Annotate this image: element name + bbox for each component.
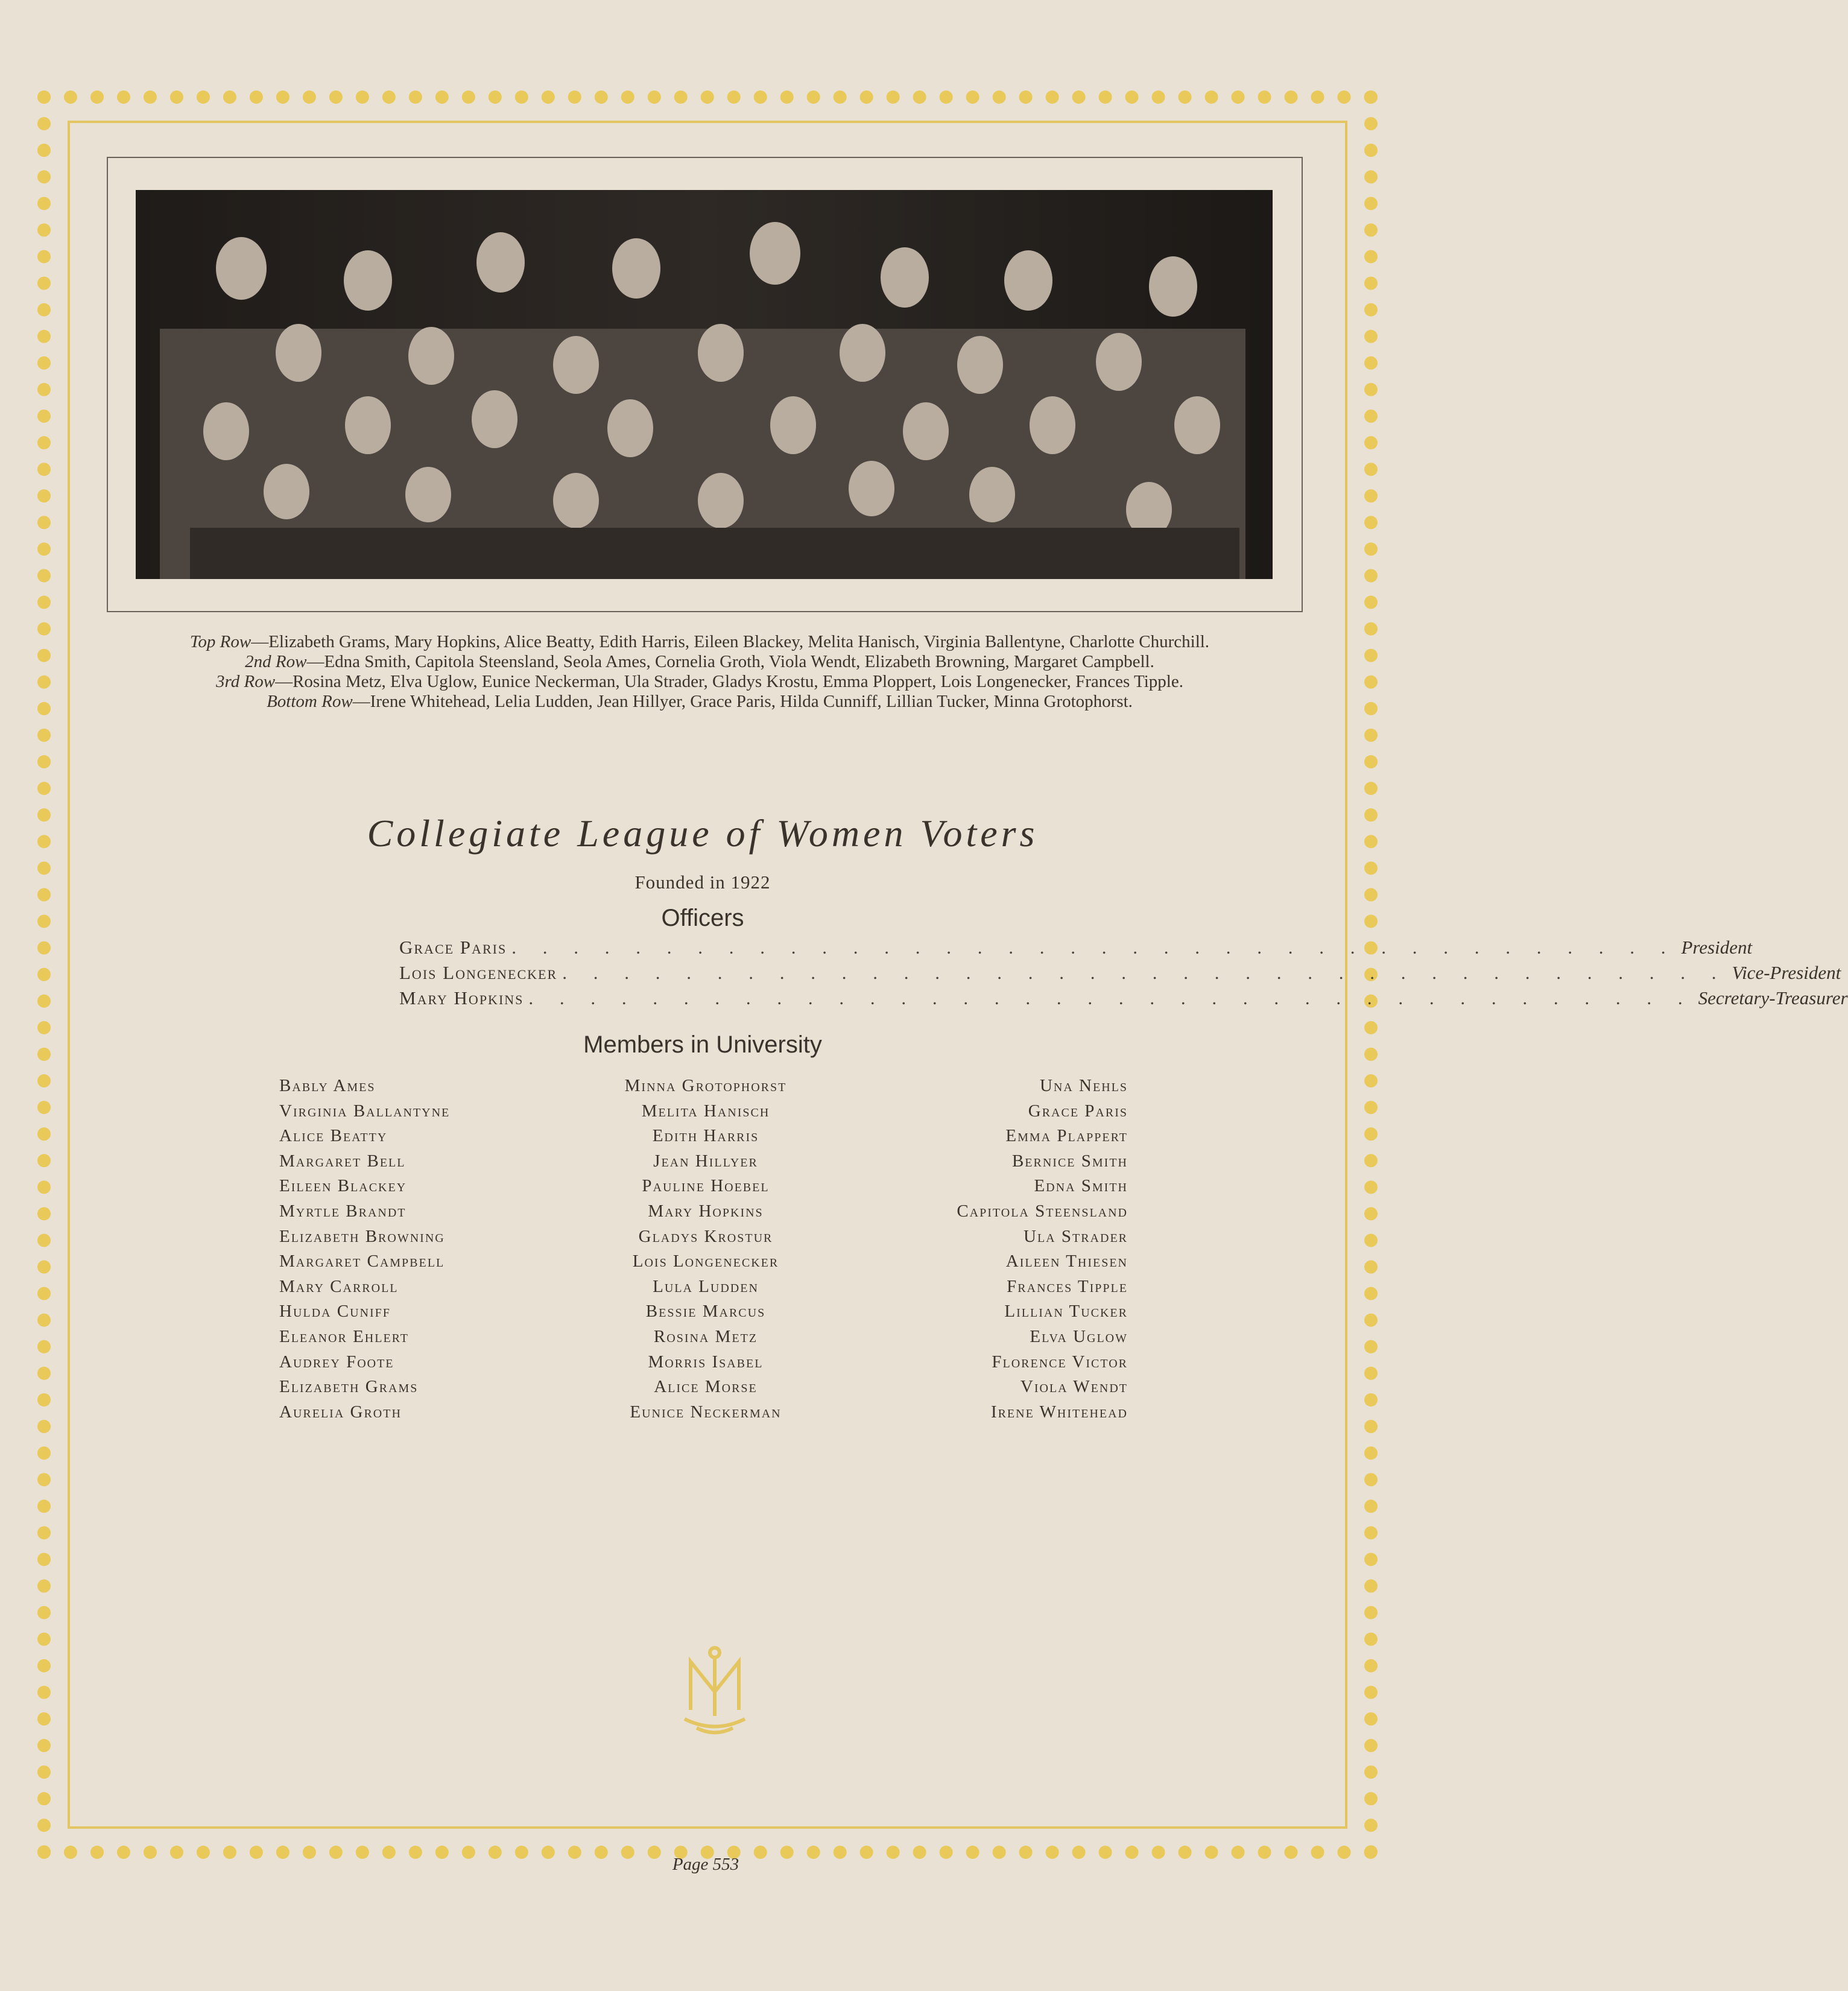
member-name: Grace Paris	[1028, 1101, 1128, 1121]
member-name: Audrey Foote	[279, 1352, 394, 1372]
caption-second-row	[121, 652, 1279, 672]
member-name: Virginia Ballantyne	[279, 1101, 451, 1121]
caption-row-label: 3rd Row	[216, 672, 276, 691]
caption-names: —Elizabeth Grams, Mary Hopkins, Alice Beatty, Edith Harris, Eileen Blackey, Melita Hanisch, Virginia Ballentyne, Charlotte Churchill.	[251, 632, 1210, 651]
caption-third-row	[121, 672, 1279, 692]
member-name: Gladys Krostur	[638, 1226, 773, 1246]
member-name: Margaret Campbell	[279, 1252, 445, 1271]
member-name: Elva Uglow	[1030, 1326, 1128, 1346]
member-name: Florence Victor	[992, 1352, 1128, 1372]
caption-row-label: Top Row	[189, 632, 252, 651]
member-name: Capitola Steensland	[957, 1201, 1128, 1221]
caption-bottom-row	[121, 692, 1279, 712]
member-name: Bernice Smith	[1011, 1151, 1128, 1171]
members-column-middle	[579, 1074, 832, 1425]
officer-title: President	[1681, 937, 1753, 958]
officer-name: Mary Hopkins	[399, 987, 524, 1008]
member-name: Emma Plappert	[1005, 1126, 1128, 1146]
member-name: Edna Smith	[1034, 1176, 1128, 1196]
member-name: Una Nehls	[1039, 1076, 1128, 1095]
member-name: Frances Tipple	[1007, 1276, 1128, 1296]
member-name: Eunice Neckerman	[630, 1402, 782, 1422]
member-name: Rosina Metz	[653, 1326, 758, 1346]
officer-title: Secretary-Treasurer	[1698, 987, 1848, 1008]
member-name: Lois Longenecker	[632, 1252, 779, 1271]
member-name: Viola Wendt	[1020, 1377, 1128, 1397]
members-column-right	[887, 1074, 1128, 1425]
leader-dots: . . . . . . . . . . . . . . . . . . . . . . . . . . . . . . . . . . . . . .	[511, 937, 1677, 958]
member-name: Minna Grotophorst	[624, 1076, 787, 1095]
member-name: Aileen Thiesen	[1005, 1252, 1128, 1271]
leader-dots: . . . . . . . . . . . . . . . . . . . . . . . . . . . . . . . . . . . . . .	[562, 962, 1727, 983]
member-name: Aurelia Groth	[279, 1402, 402, 1422]
member-name: Eleanor Ehlert	[279, 1326, 410, 1346]
member-name: Bessie Marcus	[645, 1302, 766, 1322]
member-name: Alice Morse	[654, 1377, 758, 1397]
member-name: Alice Beatty	[279, 1126, 388, 1146]
caption-row-label: Bottom Row	[267, 692, 353, 711]
member-name: Jean Hillyer	[653, 1151, 758, 1171]
member-name: Bably Ames	[279, 1076, 376, 1095]
member-name: Margaret Bell	[279, 1151, 406, 1171]
member-name: Myrtle Brandt	[279, 1201, 407, 1221]
group-photo	[136, 190, 1273, 579]
officer-row	[399, 937, 1753, 961]
member-name: Hulda Cuniff	[279, 1302, 391, 1322]
caption-names: —Edna Smith, Capitola Steensland, Seola Ames, Cornelia Groth, Viola Wendt, Elizabeth Browning, Margaret Campbell.	[306, 652, 1154, 671]
member-name: Ula Strader	[1024, 1226, 1128, 1246]
officer-name: Grace Paris	[399, 937, 507, 958]
officer-title: Vice-President	[1732, 962, 1841, 983]
members-column-left	[279, 1074, 450, 1425]
member-name: Elizabeth Browning	[279, 1226, 445, 1246]
member-name: Pauline Hoebel	[642, 1176, 770, 1196]
member-name: Mary Carroll	[279, 1276, 399, 1296]
member-name: Edith Harris	[652, 1126, 759, 1146]
member-name: Morris Isabel	[648, 1352, 764, 1372]
founded-date: Founded in 1922	[634, 872, 771, 893]
officer-name: Lois Longenecker	[399, 962, 558, 983]
leader-dots: . . . . . . . . . . . . . . . . . . . . . . . . . . . . . . . . . . . . . .	[528, 987, 1694, 1008]
member-name: Eileen Blackey	[279, 1176, 407, 1196]
photo-captions	[121, 632, 1279, 712]
member-name: Mary Hopkins	[648, 1201, 764, 1221]
officer-row	[399, 987, 1848, 1011]
caption-row-label: 2nd Row	[245, 652, 307, 671]
members-heading: Members in University	[583, 1031, 822, 1058]
group-photo-image	[136, 190, 1273, 579]
member-name: Irene Whitehead	[990, 1402, 1128, 1422]
member-name: Lillian Tucker	[1004, 1302, 1128, 1322]
member-name: Lula Ludden	[653, 1276, 759, 1296]
member-name: Melita Hanisch	[641, 1101, 770, 1121]
monogram-emblem-icon	[672, 1644, 757, 1740]
officer-row	[399, 962, 1841, 986]
officers-heading: Officers	[661, 905, 744, 931]
caption-names: —Rosina Metz, Elva Uglow, Eunice Neckerman, Ula Strader, Gladys Krostu, Emma Ploppert, Lois Longenecker, Frances Tipple.	[275, 672, 1183, 691]
page-title: Collegiate League of Women Voters	[367, 812, 1039, 855]
page-number: Page 553	[672, 1855, 739, 1874]
member-name: Elizabeth Grams	[279, 1377, 419, 1397]
caption-names: —Irene Whitehead, Lelia Ludden, Jean Hillyer, Grace Paris, Hilda Cunniff, Lillian Tucker, Minna Grotophorst.	[352, 692, 1133, 711]
caption-top-row	[121, 632, 1279, 652]
